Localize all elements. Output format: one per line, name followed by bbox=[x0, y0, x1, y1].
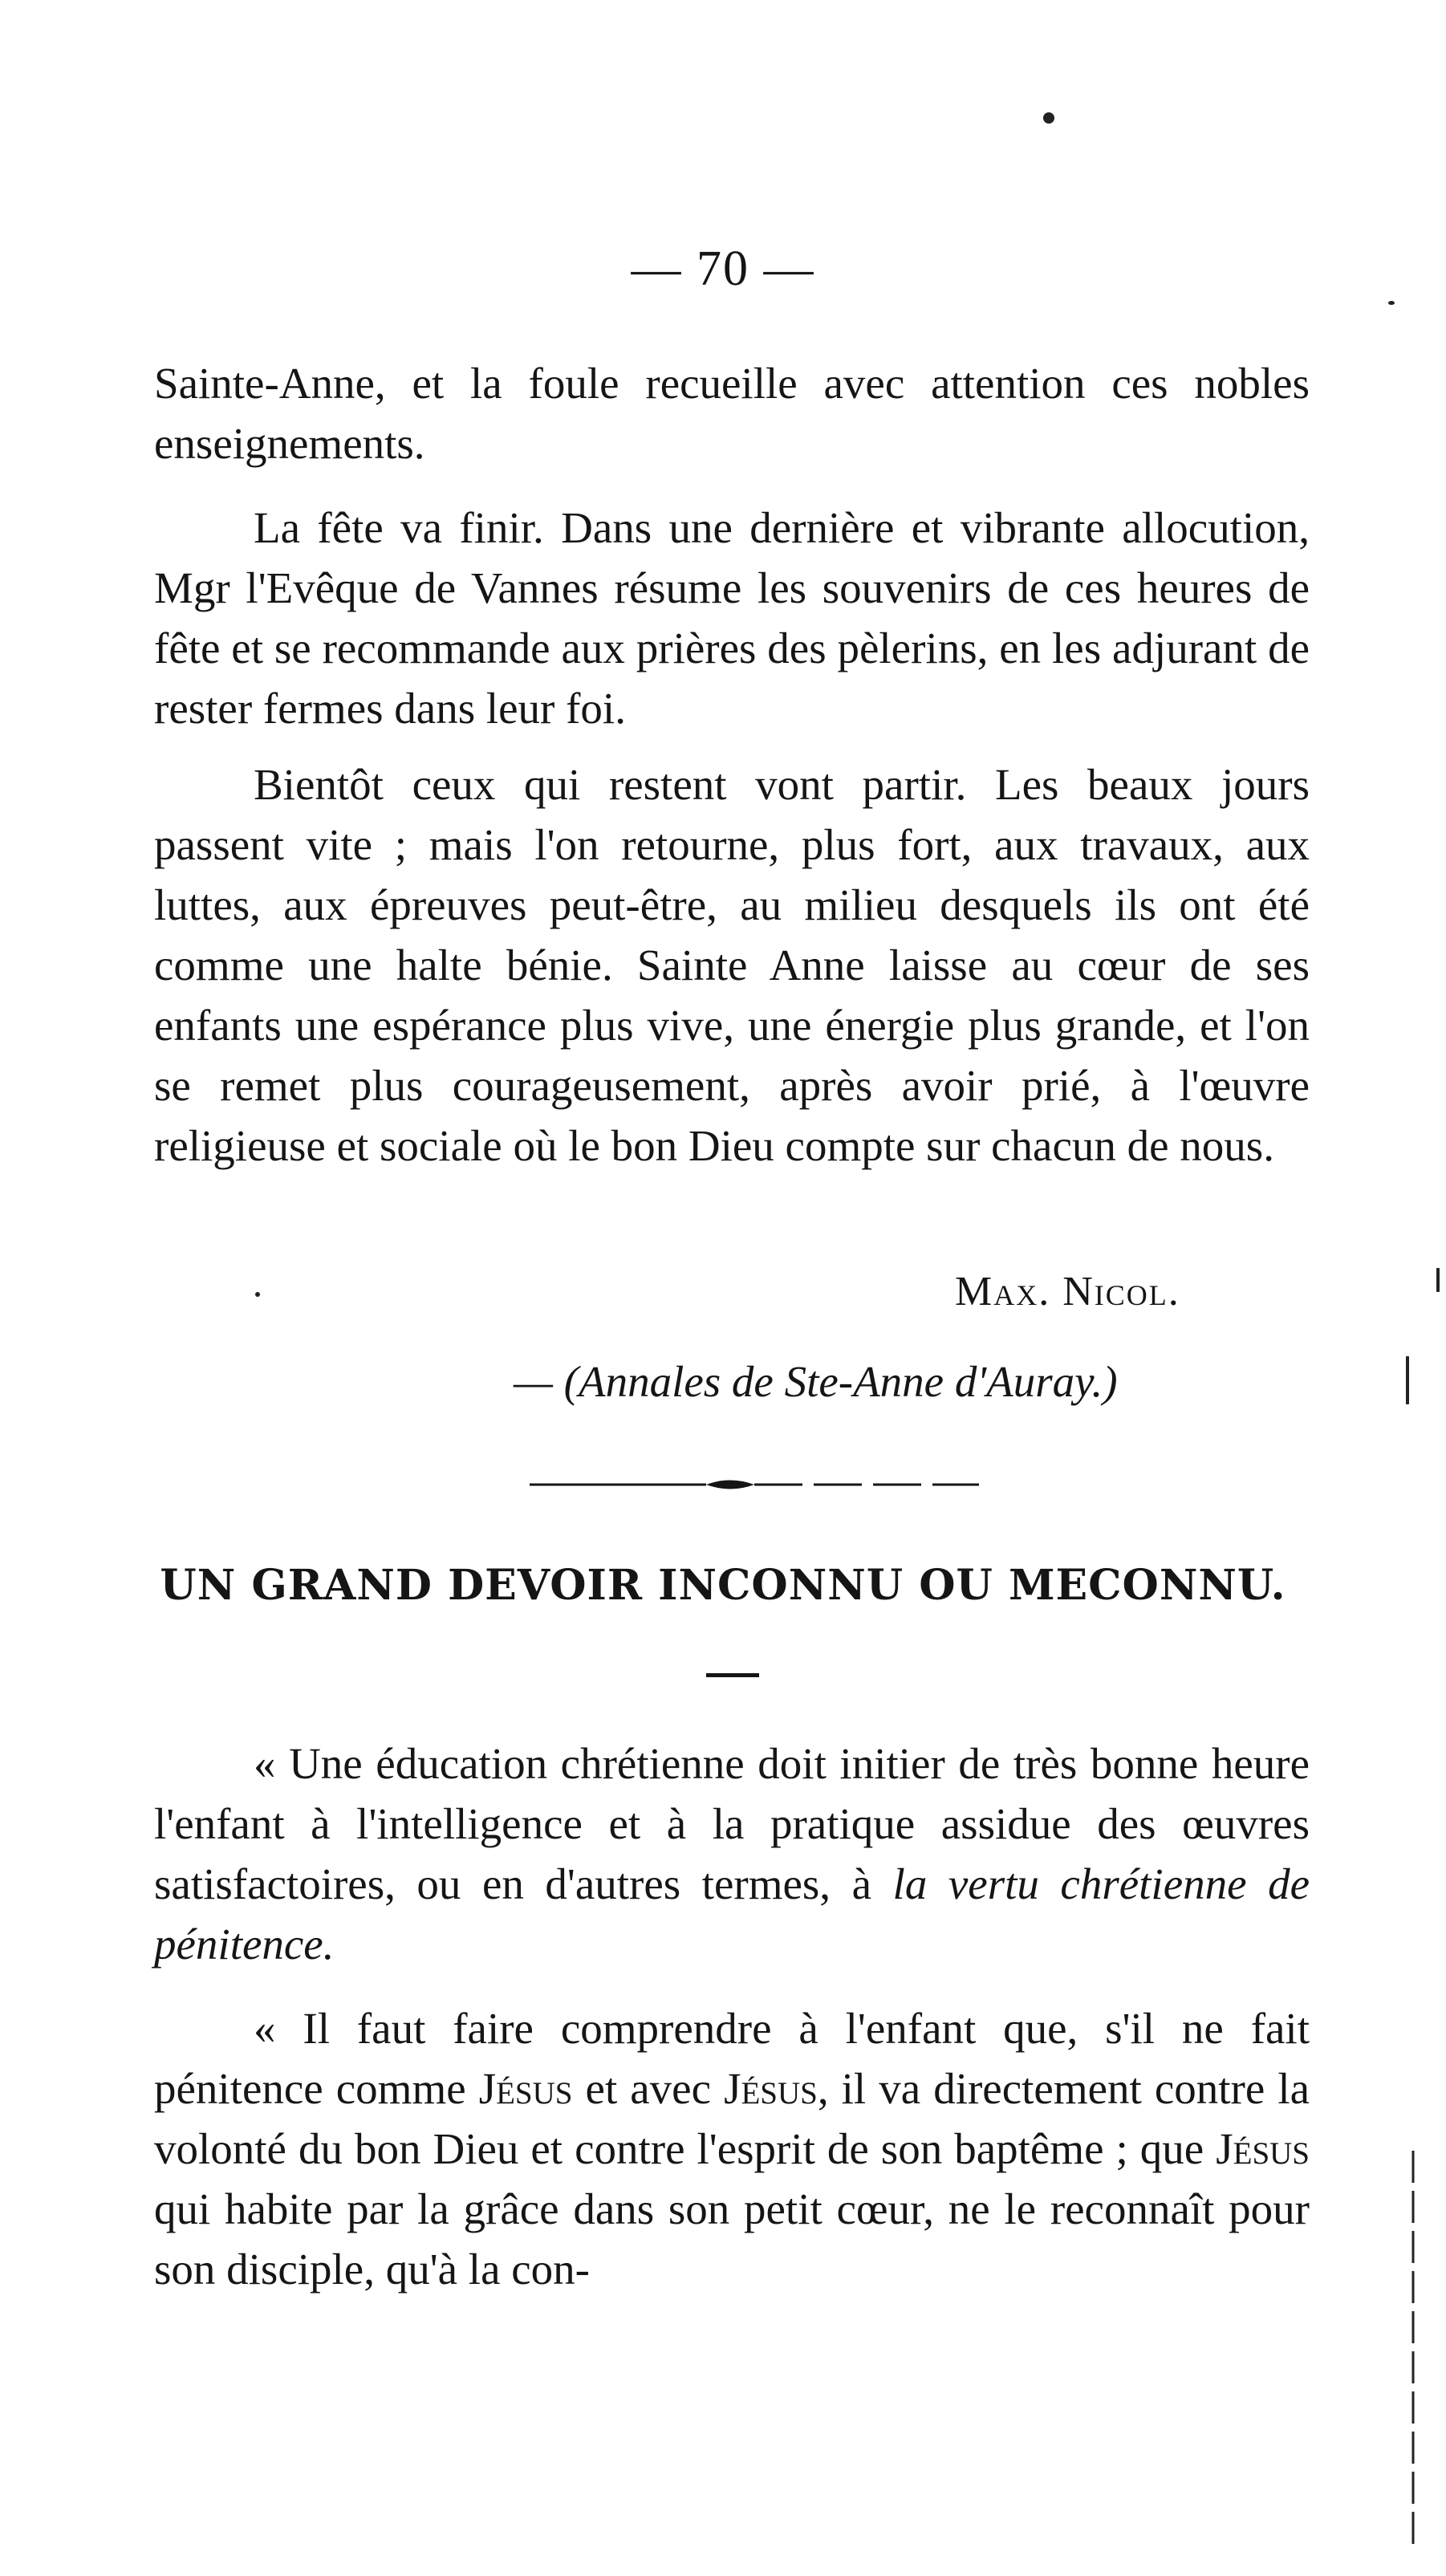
scan-speck bbox=[1043, 112, 1054, 124]
paragraph-text bbox=[154, 1733, 1310, 1974]
name-jesus: Jésus bbox=[478, 2064, 573, 2113]
page-edge-line bbox=[1411, 2151, 1416, 2552]
paragraph-text: La fête va finir. Dans une dernière et vibrante allocution, Mgr l'Evêque de Vannes résume les souvenirs de ces heures de fête et se recommande aux prières des pèlerins, en les adjurant de rester fermes dans leur foi. bbox=[154, 503, 1310, 733]
paragraph-text: Bientôt ceux qui restent vont partir. Les beaux jours passent vite ; mais l'on retourne, plus fort, aux travaux, aux luttes, aux épreuves peut-être, au milieu desquels ils ont été comme une halte bénie. Sainte Anne laisse au cœur de ses enfants une espérance plus vive, une énergie plus grande, et l'on se remet plus courageusement, après avoir prié, à l'œuvre religieuse et sociale où le bon Dieu compte sur chacun de nous. bbox=[154, 760, 1310, 1170]
name-jesus: Jésus bbox=[724, 2064, 818, 2113]
scan-speck bbox=[1388, 301, 1395, 305]
ornament-divider bbox=[530, 1473, 979, 1497]
paragraph-penitence bbox=[154, 1998, 1310, 2299]
scan-speck bbox=[1436, 1268, 1440, 1292]
name-jesus: Jésus bbox=[1216, 2124, 1310, 2173]
section-title: UN GRAND DEVOIR INCONNU OU MECONNU. bbox=[160, 1561, 1286, 1610]
scan-speck bbox=[1406, 1356, 1409, 1404]
source-citation: — (Annales de Ste-Anne d'Auray.) bbox=[514, 1357, 1118, 1406]
text-run: , il va directement contre la volonté du bon Dieu et contre l'esprit de son baptême ; que bbox=[154, 2064, 1310, 2173]
page-number: — 70 — bbox=[631, 242, 815, 296]
text-run: « Il faut faire comprendre à l'enfant que, s'il ne fait pénitence comme bbox=[154, 2004, 1310, 2113]
italic-text: la vertu chrétienne de pénitence. bbox=[154, 1859, 1310, 1969]
paragraph-text bbox=[154, 1998, 1310, 2299]
text-run: qui habite par la grâce dans son petit cœur, ne le reconnaît pour son disciple, qu'à la con- bbox=[154, 2184, 1310, 2294]
paragraph-continued bbox=[154, 353, 1310, 473]
paragraph-fete bbox=[154, 498, 1310, 738]
author-signature: Max. Nicol. bbox=[955, 1269, 1180, 1314]
scan-speck bbox=[255, 1292, 260, 1297]
text-run: « Une éducation chrétienne doit initier de très bonne heure l'enfant à l'intelligence et à la pratique assidue des œuvres satisfactoires, ou en d'autres termes, à bbox=[154, 1739, 1310, 1908]
paragraph-education bbox=[154, 1733, 1310, 1974]
text-run: et avec bbox=[572, 2064, 725, 2113]
paragraph-bientot bbox=[154, 754, 1310, 1176]
title-rule bbox=[706, 1673, 759, 1677]
paragraph-text: Sainte-Anne, et la foule recueille avec attention ces nobles enseignements. bbox=[154, 359, 1310, 468]
